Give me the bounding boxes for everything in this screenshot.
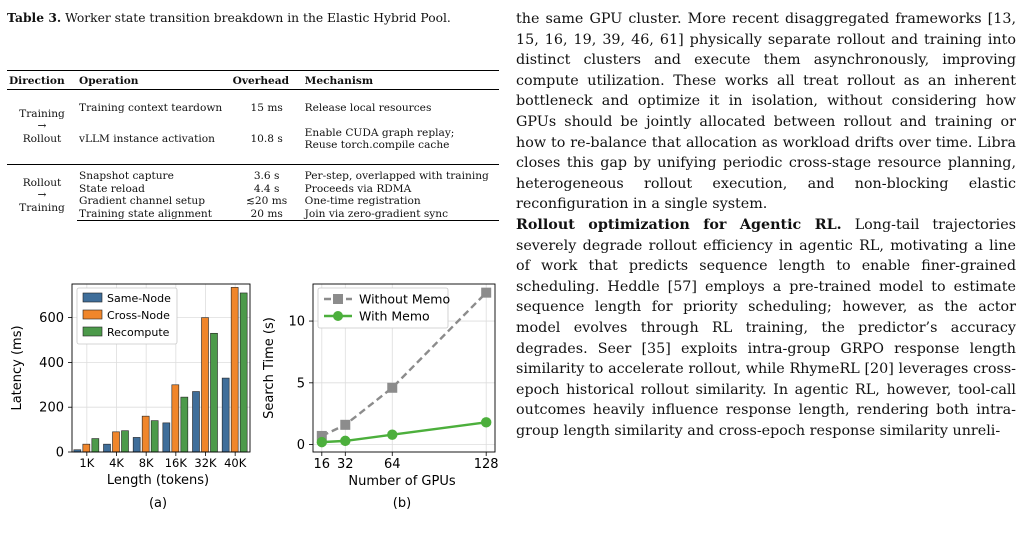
overhead-cell: 3.6 s bbox=[253, 170, 280, 183]
data-point bbox=[340, 436, 350, 446]
legend-marker bbox=[333, 294, 343, 304]
panel-label: (b) bbox=[392, 496, 412, 511]
direction-to: Rollout bbox=[22, 132, 62, 145]
x-tick-label: 8K bbox=[138, 456, 154, 470]
y-tick-label: 600 bbox=[39, 311, 64, 327]
table-caption-text: Worker state transition breakdown in the Elastic Hybrid Pool. bbox=[65, 11, 451, 25]
mechanism-cell: Join via zero-gradient sync bbox=[303, 208, 499, 221]
legend-label: Cross-Node bbox=[107, 309, 170, 322]
paragraph: the same GPU cluster. More recent disaggregated frameworks [13, 15, 16, 19, 39, 46, 61] physically separate rollout and training into distinct clusters and execute them asynchronously, improving compute utilization. These works all treat rollout as an inherent bottleneck and optimize it in isolation, without considering how GPUs should be jointly allocated between rollout and training or how to re-balance that allocation as workload drifts over time. Libra closes this gap by unifying periodic cross-stage resource planning, heterogeneous rollout execution, and non-blocking elastic reconfiguration in a single system. bbox=[516, 11, 1016, 213]
x-tick-label: 16 bbox=[313, 457, 331, 472]
transition-table bbox=[7, 70, 499, 221]
bar bbox=[181, 397, 188, 452]
direction-cell bbox=[7, 95, 77, 157]
table-row bbox=[7, 195, 499, 207]
direction-arrow: → bbox=[37, 120, 47, 133]
header-direction: Direction bbox=[7, 71, 77, 90]
bar bbox=[163, 423, 170, 452]
x-axis-label: Number of GPUs bbox=[348, 474, 456, 489]
x-tick-label: 16K bbox=[164, 456, 187, 470]
bar bbox=[133, 437, 140, 452]
table-row bbox=[7, 95, 499, 121]
section-heading: Rollout optimization for Agentic RL. bbox=[516, 216, 842, 233]
bar bbox=[142, 416, 149, 452]
legend-label: With Memo bbox=[359, 308, 430, 324]
y-tick-label: 0 bbox=[55, 445, 64, 461]
overhead-cell: 4.4 s bbox=[253, 182, 280, 195]
bar bbox=[104, 444, 111, 452]
y-tick-label: 10 bbox=[288, 314, 305, 330]
mechanism-cell: Release local resources bbox=[304, 102, 432, 115]
header-operation: Operation bbox=[77, 71, 231, 90]
y-tick-label: 0 bbox=[296, 438, 305, 454]
bar bbox=[122, 431, 129, 452]
overhead-cell: 10.8 s bbox=[250, 133, 283, 146]
legend-label: Same-Node bbox=[107, 292, 171, 305]
bar bbox=[92, 439, 99, 452]
mechanism-cell: Proceeds via RDMA bbox=[304, 182, 412, 195]
header-overhead: Overhead bbox=[231, 71, 303, 90]
y-axis-label: Latency (ms) bbox=[10, 325, 25, 411]
header-mechanism: Mechanism bbox=[303, 71, 499, 90]
operation-cell: vLLM instance activation bbox=[79, 133, 215, 146]
direction-arrow: → bbox=[37, 189, 47, 202]
table-row bbox=[7, 183, 499, 195]
paragraph bbox=[516, 215, 1016, 442]
bar bbox=[222, 378, 229, 452]
bar bbox=[211, 333, 218, 452]
data-point bbox=[387, 383, 397, 393]
direction-from: Rollout bbox=[22, 176, 62, 189]
table-caption bbox=[7, 9, 502, 27]
mechanism-cell: One-time registration bbox=[304, 195, 421, 208]
legend-marker bbox=[333, 311, 343, 321]
x-tick-label: 128 bbox=[473, 457, 499, 472]
x-tick-label: 64 bbox=[383, 457, 401, 472]
direction-from: Training bbox=[19, 107, 65, 120]
x-axis-label: Length (tokens) bbox=[106, 473, 210, 488]
legend-swatch bbox=[83, 293, 102, 302]
direction-to: Training bbox=[19, 201, 65, 214]
legend-label: Without Memo bbox=[359, 291, 451, 307]
legend-swatch bbox=[83, 310, 102, 319]
overhead-cell: 20 ms bbox=[231, 208, 303, 221]
bar bbox=[231, 287, 238, 452]
legend-swatch bbox=[83, 327, 102, 336]
y-tick-label: 400 bbox=[39, 355, 64, 371]
x-tick-label: 40K bbox=[224, 456, 247, 470]
mechanism-cell: Per-step, overlapped with training bbox=[304, 170, 489, 183]
table-row bbox=[7, 208, 499, 221]
bar bbox=[151, 421, 158, 452]
x-tick-label: 32K bbox=[194, 456, 217, 470]
table-caption-label: Table 3. bbox=[7, 10, 62, 25]
x-tick-label: 1K bbox=[79, 456, 95, 470]
x-tick-label: 4K bbox=[109, 456, 124, 470]
x-tick-label: 32 bbox=[337, 457, 354, 472]
table-row bbox=[7, 170, 499, 182]
overhead-cell: ≲20 ms bbox=[246, 195, 288, 208]
figure-charts bbox=[0, 268, 505, 546]
mechanism-cell bbox=[303, 121, 499, 157]
y-tick-label: 200 bbox=[39, 400, 64, 416]
data-point bbox=[481, 288, 491, 298]
y-tick-label: 5 bbox=[296, 376, 305, 392]
body-text bbox=[516, 9, 1016, 441]
operation-cell: Training context teardown bbox=[79, 102, 223, 115]
direction-cell bbox=[7, 170, 77, 220]
data-point bbox=[387, 430, 397, 440]
operation-cell: Gradient channel setup bbox=[79, 195, 206, 208]
data-point bbox=[481, 417, 491, 427]
table-row bbox=[7, 121, 499, 157]
paragraph-text: Long-tail trajectories severely degrade rollout efficiency in agentic RL, motivating a line of work that predicts sequence length to enable finer-grained scheduling. Heddle [57] employs a pre-trained model to estimate sequence length for priority scheduling; however, as the actor model evolves through RL training, the predictor’s accuracy degrades. Seer [35] exploits intra-group GRPO response length similarity to accelerate rollout, while RhymeRL [20] leverages cross-epoch historical rollout similarity. In agentic RL, however, tool-call outcomes heavily influence response length, rendering both intra-group length similarity and cross-epoch response similarity unreli- bbox=[516, 216, 1016, 439]
bar bbox=[172, 385, 179, 452]
mechanism-line: Reuse torch.compile cache bbox=[304, 139, 450, 152]
data-point bbox=[317, 437, 327, 447]
operation-cell: State reload bbox=[79, 182, 145, 195]
mechanism-line: Enable CUDA graph replay; bbox=[304, 127, 455, 139]
bar bbox=[240, 293, 247, 452]
operation-cell: Snapshot capture bbox=[79, 170, 174, 183]
y-axis-label: Search Time (s) bbox=[262, 317, 277, 419]
bar bbox=[202, 318, 209, 452]
bar bbox=[193, 392, 200, 452]
operation-cell: Training state alignment bbox=[77, 208, 231, 221]
overhead-cell: 15 ms bbox=[250, 102, 283, 115]
data-point bbox=[340, 420, 350, 430]
legend-label: Recompute bbox=[107, 326, 170, 339]
bar bbox=[113, 432, 120, 452]
bar bbox=[83, 444, 90, 452]
panel-label: (a) bbox=[148, 496, 168, 511]
